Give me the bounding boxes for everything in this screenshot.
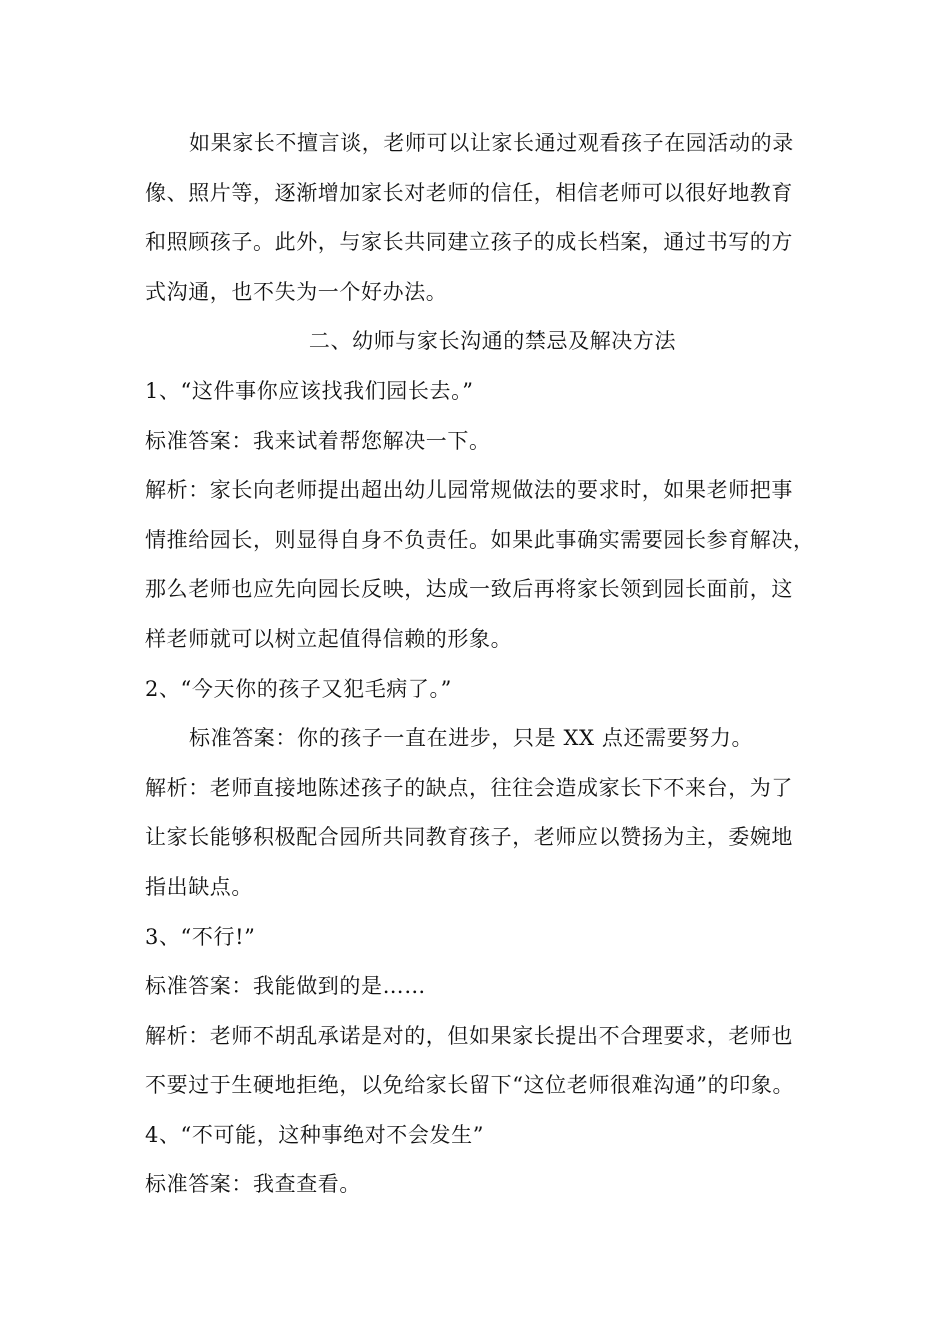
item-2-analysis-line-2: 让家长能够积极配合园所共同教育孩子，老师应以赞扬为主，委婉地 <box>145 825 793 850</box>
item-1-analysis-line-1: 解析：家长向老师提出超出幼儿园常规做法的要求时，如果老师把事 <box>145 478 793 503</box>
intro-line-3: 和照顾孩子。此外，与家长共同建立孩子的成长档案，通过书写的方 <box>145 230 793 255</box>
item-3-heading: 3、“不行!” <box>145 924 256 949</box>
item-4-heading: 4、“不可能，这种事绝对不会发生” <box>145 1122 485 1147</box>
item-2-analysis-line-3: 指出缺点。 <box>145 874 253 899</box>
item-1-analysis-line-4: 样老师就可以树立起值得信赖的形象。 <box>145 626 513 651</box>
item-3-analysis-line-2: 不要过于生硬地拒绝，以免给家长留下“这位老师很难沟通”的印象。 <box>145 1073 795 1098</box>
item-1-analysis-line-2: 情推给园长，则显得自身不负责任。如果此事确实需要园长参育解决， <box>145 527 815 552</box>
item-1-heading: 1、“这件事你应该找我们园长去。” <box>145 378 474 403</box>
intro-line-4: 式沟通，也不失为一个好办法。 <box>145 279 448 304</box>
item-3-analysis-line-1: 解析：老师不胡乱承诺是对的，但如果家长提出不合理要求，老师也 <box>145 1023 793 1048</box>
item-1-answer: 标准答案：我来试着帮您解决一下。 <box>145 428 491 453</box>
item-4-answer: 标准答案：我查查看。 <box>145 1172 361 1197</box>
document-page <box>145 119 815 1210</box>
item-3-answer: 标准答案：我能做到的是…… <box>145 974 426 999</box>
item-2-answer: 标准答案：你的孩子一直在进步，只是 XX 点还需要努力。 <box>189 726 754 751</box>
item-1-analysis-line-3: 那么老师也应先向园长反映，达成一致后再将家长领到园长面前，这 <box>145 577 793 602</box>
intro-line-1: 如果家长不擅言谈，老师可以让家长通过观看孩子在园活动的录 <box>189 131 794 155</box>
item-2-heading: 2、“今天你的孩子又犯毛病了。” <box>145 676 452 701</box>
section-title: 二、幼师与家长沟通的禁忌及解决方法 <box>308 329 677 354</box>
intro-line-2: 像、照片等，逐渐增加家长对老师的信任，相信老师可以很好地教育 <box>145 180 793 205</box>
item-2-analysis-line-1: 解析：老师直接地陈述孩子的缺点，往往会造成家长下不来台，为了 <box>145 775 793 800</box>
